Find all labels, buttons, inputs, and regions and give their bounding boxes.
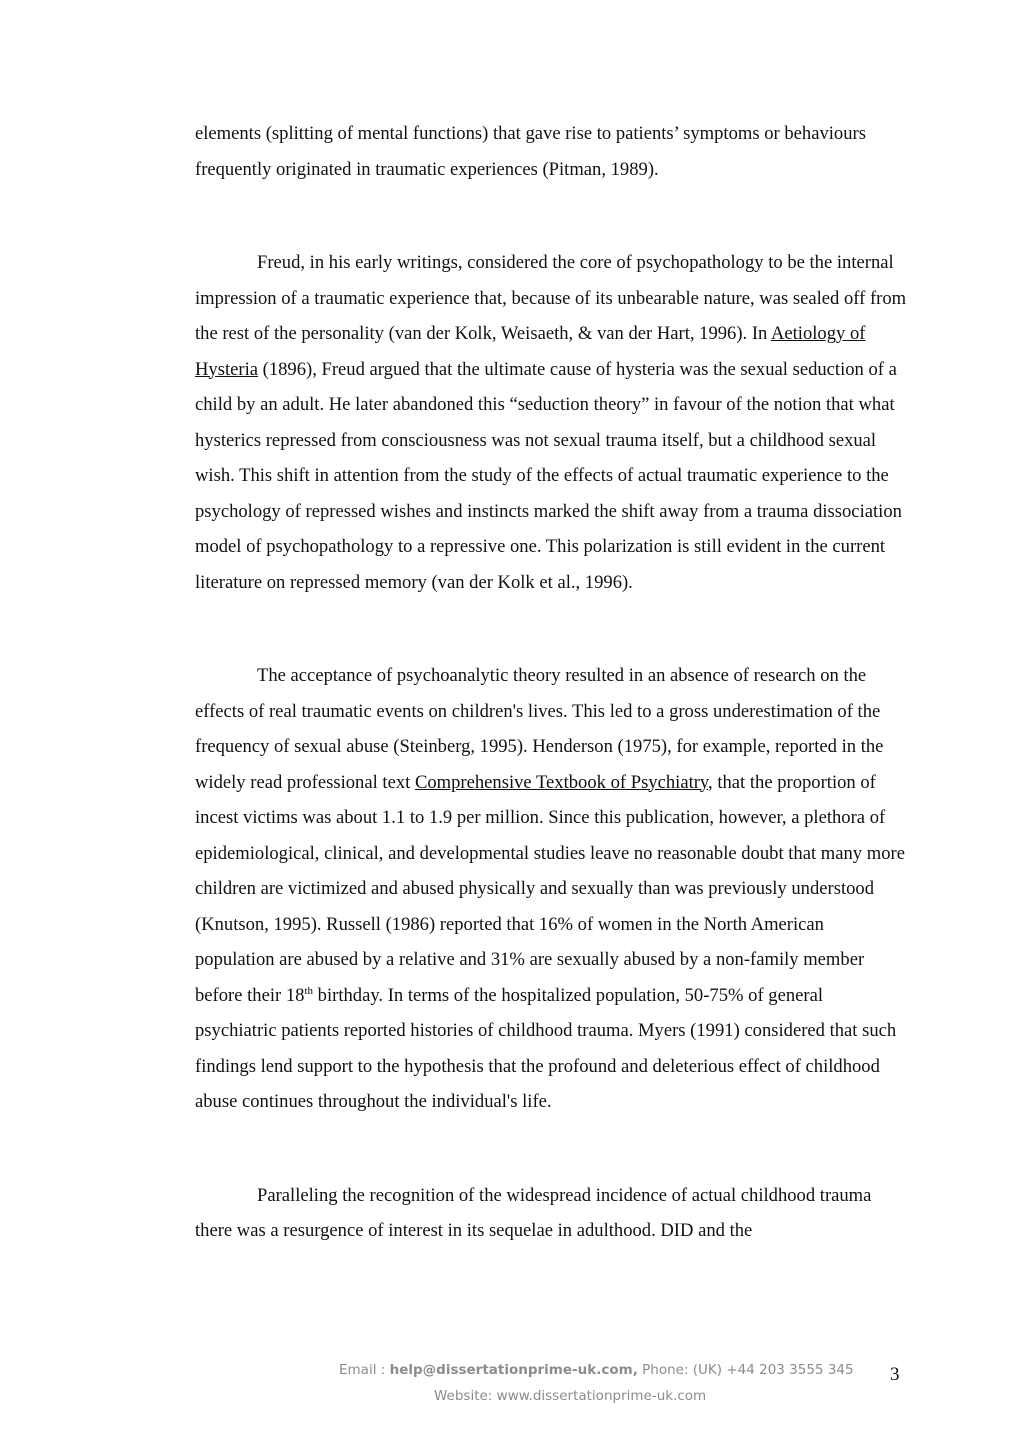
paragraph-4 bbox=[195, 1178, 907, 1249]
page-number: 3 bbox=[890, 1364, 900, 1385]
text-segment: The acceptance of psychoanalytic theory resulted in an absence of research on the effects of real traumatic events on children's lives. This led to a gross underestimation of the frequency of sexual abuse (Steinberg, 1995). Henderson (1975), for example, reported in the widely read professional text bbox=[195, 665, 884, 793]
footer-phone: Phone: (UK) +44 203 3555 345 bbox=[637, 1362, 854, 1378]
paragraph-1 bbox=[195, 116, 907, 187]
paragraph-gap bbox=[195, 187, 907, 245]
text-segment: Freud, in his early writings, considered the core of psychopathology to be the internal impression of a traumatic experience that, because of its unbearable nature, was sealed off from the rest of the personality (van der Kolk, Weisaeth, & van der Hart, 1996). In bbox=[195, 252, 907, 344]
footer-email-label: Email : bbox=[339, 1362, 390, 1378]
footer-email-link[interactable]: help@dissertationprime-uk.com, bbox=[389, 1362, 638, 1378]
underlined-title: Aetiology of Hysteria bbox=[195, 323, 866, 380]
footer-contact-line bbox=[339, 1362, 854, 1378]
text-segment: Paralleling the recognition of the widespread incidence of actual childhood trauma there was a resurgence of interest in its sequelae in adulthood. DID and the bbox=[195, 1184, 872, 1241]
text-segment: , that the proportion of incest victims was about 1.1 to 1.9 per million. Since this publication, however, a plethora of epidemiological, clinical, and developmental studies leave no reasonable doubt that many more children are victimized and abused physically and sexually than was previously understood (Knutson, 1995). Russell (1986) reported that 16% of women in the North American population are abused by a relative and 31% are sexually abused by a non-family member before their 18 bbox=[195, 771, 905, 1006]
document-body bbox=[195, 116, 907, 1249]
superscript: th bbox=[304, 984, 314, 997]
paragraph-gap bbox=[195, 1120, 907, 1178]
paragraph-3 bbox=[195, 658, 907, 1120]
footer-website[interactable]: Website: www.dissertationprime-uk.com bbox=[434, 1388, 707, 1404]
text-segment: birthday. In terms of the hospitalized population, 50-75% of general psychiatric patients reported histories of childhood trauma. Myers (1991) considered that such findings lend support to the hypothesis that the profound and deleterious effect of childhood abuse continues throughout the individual's life. bbox=[195, 984, 897, 1112]
underlined-title: Comprehensive Textbook of Psychiatry bbox=[414, 771, 709, 793]
paragraph-2 bbox=[195, 245, 907, 600]
text-segment: elements (splitting of mental functions) that gave rise to patients’ symptoms or behaviours frequently originated in traumatic experiences (Pitman, 1989). bbox=[195, 123, 866, 180]
text-segment: (1896), Freud argued that the ultimate cause of hysteria was the sexual seduction of a child by an adult. He later abandoned this “seduction theory” in favour of the notion that what hysterics repressed from consciousness was not sexual trauma itself, but a childhood sexual wish. This shift in attention from the study of the effects of actual traumatic experience to the psychology of repressed wishes and instincts marked the shift away from a trauma dissociation model of psychopathology to a repressive one. This polarization is still evident in the current literature on repressed memory (van der Kolk et al., 1996). bbox=[195, 358, 902, 593]
paragraph-gap bbox=[195, 600, 907, 658]
